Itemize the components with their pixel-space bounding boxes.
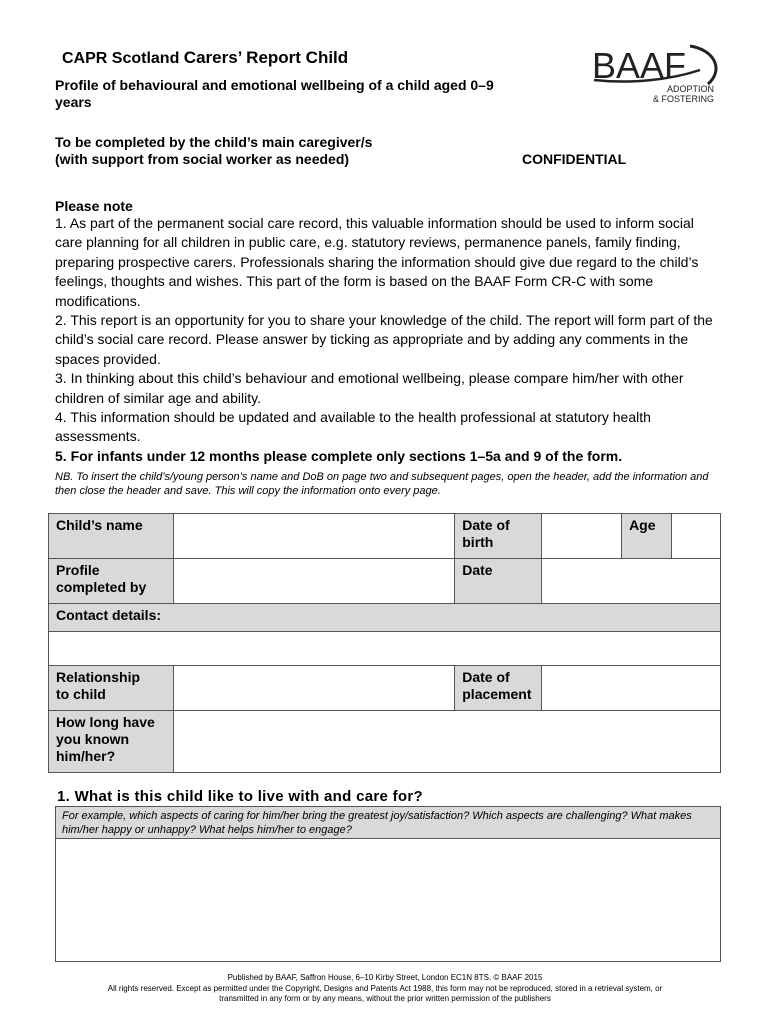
baaf-logo: [590, 40, 720, 106]
how-long-label: [49, 711, 174, 773]
footer-line2: All rights reserved. Except as permitted under the Copyright, Designs and Patents Act 1988, this form may not be reproduced, stored in a retrieval system, or: [107, 983, 663, 993]
child-details-form: [48, 513, 721, 773]
dob-field[interactable]: [542, 514, 622, 559]
childs-name-field[interactable]: [173, 514, 454, 559]
note-item: 3. In thinking about this child’s behaviour and emotional wellbeing, please compare him/her with other children of similar age and ability.: [55, 370, 684, 406]
age-field[interactable]: [672, 514, 721, 559]
placement-date-label: [455, 666, 542, 711]
contact-details-field[interactable]: [49, 632, 721, 666]
section1-answer-field[interactable]: [56, 839, 720, 963]
footer: [40, 973, 730, 1005]
placement-label-line2: placement: [462, 686, 532, 702]
completed-by-line1: To be completed by the child’s main caregiver/s: [55, 134, 373, 150]
title-prefix: CAPR Scotland: [62, 50, 184, 67]
page-subtitle: Profile of behavioural and emotional wellbeing of a child aged 0–9 years: [55, 77, 494, 110]
dob-label-line2: birth: [462, 534, 494, 550]
note-item: 1. As part of the permanent social care record, this valuable information should be used to inform social care planning for all children in public care, e.g. statutory reviews, permanence panels, family finding, preparing prospective carers. Professionals sharing the information should give due regard to the child’s feelings, thoughts and wishes. This part of the form is based on the BAAF Form CR-C with some modifications.: [55, 215, 699, 309]
date-field[interactable]: [542, 559, 721, 604]
note-item: 5. For infants under 12 months please complete only sections 1–5a and 9 of the form.: [55, 447, 623, 464]
logo-text: BAAF: [592, 45, 687, 86]
dob-label-line1: Date of: [462, 517, 510, 533]
profile-label-line2: completed by: [56, 579, 147, 595]
logo-sub-fostering: & FOSTERING: [652, 94, 714, 104]
section1-heading: 1. What is this child like to live with and care for?: [57, 788, 423, 805]
footer-line1: Published by BAAF, Saffron House, 6–10 Kirby Street, London EC1N 8TS. © BAAF 2015: [227, 973, 543, 982]
note-item: 4. This information should be updated and available to the health professional at statutory health assessments.: [55, 409, 651, 445]
childs-name-label: Child’s name: [49, 514, 174, 559]
logo-sub-adoption: ADOPTION: [666, 84, 714, 94]
placement-date-field[interactable]: [542, 666, 721, 711]
nb-instructions: NB. To insert the child’s/young person’s name and DoB on page two and subsequent pages, open the header, add the information and then close the header and save. This will copy the information onto every page.: [55, 471, 709, 497]
profile-completed-by-label: [49, 559, 174, 604]
confidential-label: CONFIDENTIAL: [522, 151, 627, 167]
relationship-label-line1: Relationship: [56, 669, 141, 685]
notes-list: [55, 214, 721, 466]
age-label: Age: [622, 514, 672, 559]
relationship-label: [49, 666, 174, 711]
placement-label-line1: Date of: [462, 669, 510, 685]
how-long-line1: How long have: [56, 714, 155, 730]
section1-box: [55, 806, 721, 962]
section1-prompt: For example, which aspects of caring for him/her bring the greatest joy/satisfaction? Which aspects are challenging? What makes him/her happy or unhappy? What helps him/her to engage?: [56, 807, 720, 839]
page-title: [62, 48, 348, 68]
date-label: Date: [455, 559, 542, 604]
dob-label: [455, 514, 542, 559]
relationship-label-line2: to child: [56, 686, 106, 702]
profile-completed-by-field[interactable]: [173, 559, 454, 604]
relationship-field[interactable]: [173, 666, 454, 711]
notes-heading: Please note: [55, 198, 133, 214]
note-item: 2. This report is an opportunity for you to share your knowledge of the child. The report will form part of the child’s social care record. Please answer by ticking as appropriate and by adding any comments in the spaces provided.: [55, 312, 713, 367]
profile-label-line1: Profile: [56, 562, 100, 578]
contact-details-label: Contact details:: [49, 604, 721, 632]
how-long-line2: you known: [56, 731, 130, 747]
how-long-field[interactable]: [173, 711, 720, 773]
completed-by-instructions: [55, 134, 495, 168]
footer-line3: transmitted in any form or by any means, without the prior written permission of the publishers: [219, 994, 551, 1003]
completed-by-line2: (with support from social worker as needed): [55, 151, 350, 167]
how-long-line3: him/her?: [56, 748, 116, 764]
title-main: Carers’ Report Child: [183, 48, 349, 67]
